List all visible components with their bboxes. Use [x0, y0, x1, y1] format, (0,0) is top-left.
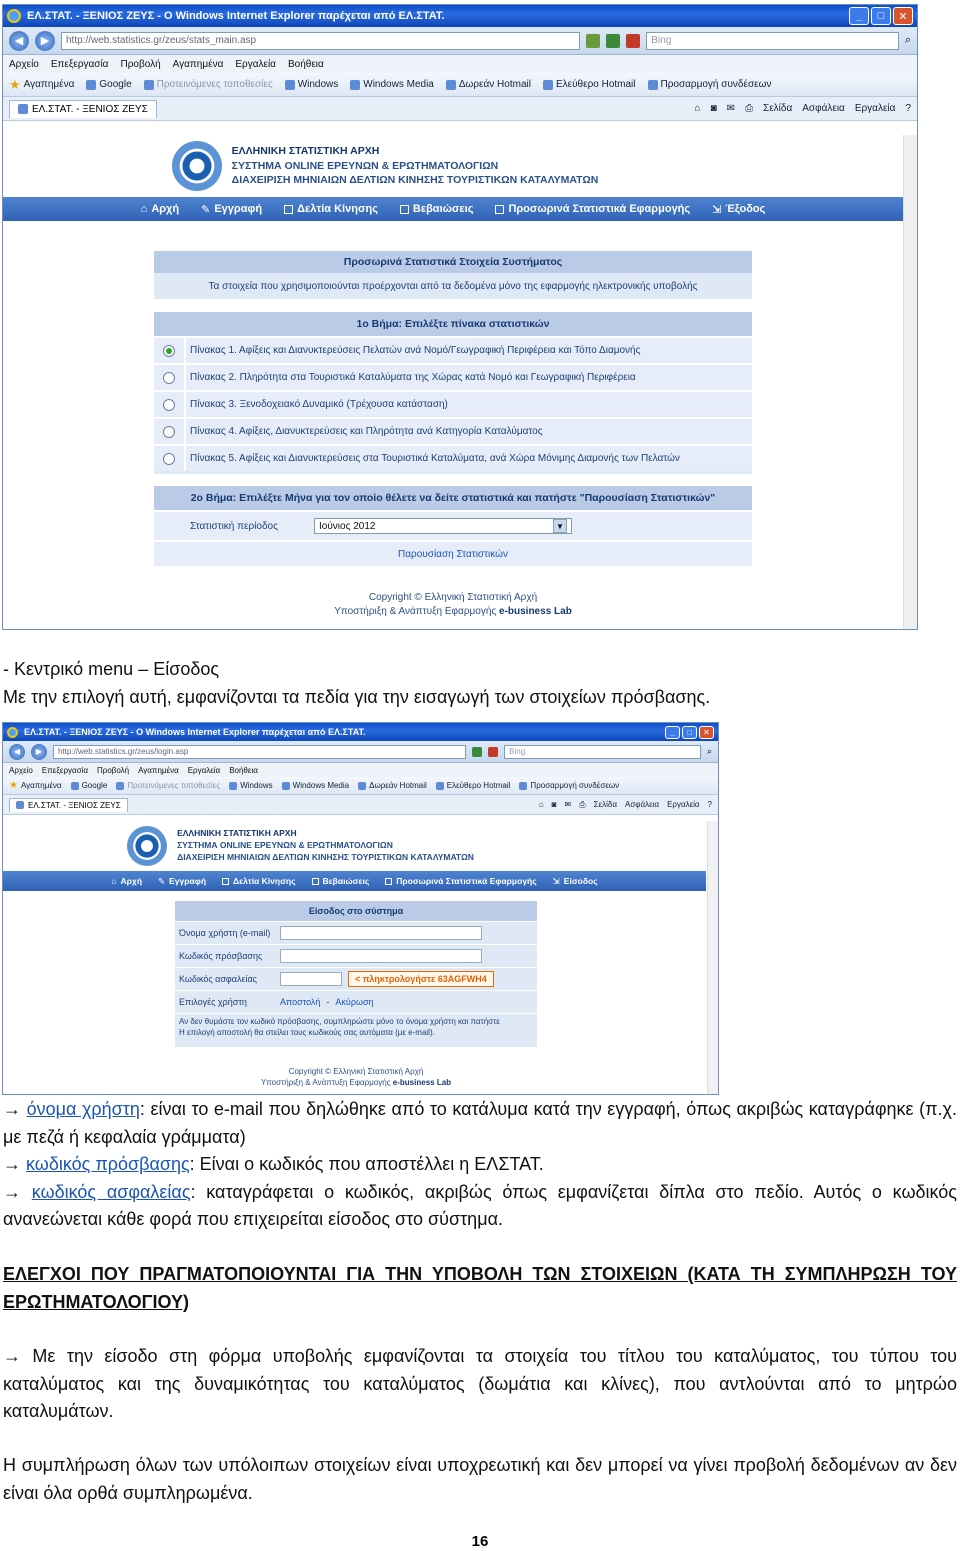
- period-select[interactable]: Ιούνιος 2012 ▼: [314, 518, 572, 534]
- hotmail-icon: [543, 80, 553, 90]
- elstat-logo-icon: [172, 141, 222, 191]
- menu-view[interactable]: Προβολή: [120, 58, 161, 70]
- caption-description: Με την επιλογή αυτή, εμφανίζονται τα πεδία για την εισαγωγή των στοιχείων πρόσβασης.: [3, 686, 711, 707]
- radio-table-5[interactable]: [163, 453, 175, 465]
- nav-certificates[interactable]: Βεβαιώσεις: [400, 203, 474, 215]
- step1-title: 1ο Βήμα: Επιλέξτε πίνακα στατιστικών: [154, 312, 752, 336]
- page-content: [3, 135, 917, 629]
- nav-login[interactable]: ⇲ Είσοδος: [552, 875, 598, 886]
- menu-bar: [3, 55, 917, 73]
- site-header: [3, 821, 718, 871]
- favorites-bar: [3, 777, 718, 795]
- stats-description: Τα στοιχεία που χρησιμοποιούνται προέρχονται από τα δεδομένα μόνο της εφαρμογής ηλεκτρονικής υποβολής: [208, 280, 698, 292]
- feeds-icon[interactable]: ◙: [710, 103, 717, 114]
- maximize-button[interactable]: □: [682, 726, 697, 739]
- table-option-1[interactable]: Πίνακας 1. Αφίξεις και Διανυκτερεύσεις Πελατών ανά Νομό/Γεωγραφική Περιφέρεια και Τόπο Διαμονής: [154, 336, 752, 363]
- arrow-icon: →: [3, 1181, 21, 1202]
- send-link[interactable]: Αποστολή: [280, 997, 321, 1007]
- table-option-4[interactable]: Πίνακας 4. Αφίξεις, Διανυκτερεύσεις και Πληρότητα ανά Κατηγορία Καταλύματος: [154, 417, 752, 444]
- favorites-button[interactable]: ★ Αγαπημένα: [9, 76, 75, 92]
- fav-windows-media[interactable]: Windows Media: [282, 781, 349, 790]
- menu-help[interactable]: Βοήθεια: [287, 58, 324, 70]
- username-label: Όνομα χρήστη (e-mail): [179, 928, 271, 938]
- caption-menu-entry: - Κεντρικό menu – Είσοδος: [3, 659, 220, 679]
- login-icon: ⇲: [552, 875, 560, 886]
- header-line2: ΣΥΣΤΗΜΑ ONLINE ΕΡΕΥΝΩΝ & ΕΡΩΤΗΜΑΤΟΛΟΓΙΩΝ: [231, 159, 499, 172]
- period-row: [154, 510, 752, 540]
- present-row: [154, 540, 752, 566]
- radio-table-1[interactable]: [163, 345, 175, 357]
- login-form: [175, 901, 537, 1047]
- fav-free-hotmail[interactable]: Δωρεάν Hotmail: [446, 79, 531, 90]
- menu-page[interactable]: Σελίδα: [593, 800, 617, 809]
- actions-row: Επιλογές χρήστη Αποστολή - Ακύρωση: [175, 990, 537, 1013]
- tab-bar: [3, 97, 917, 121]
- window-titlebar: [3, 5, 917, 27]
- security-code-label: Κωδικός ασφαλείας: [179, 974, 258, 984]
- forward-button[interactable]: ▶: [35, 31, 55, 51]
- access-code-explanation: → κωδικός πρόσβασης: Είναι ο κωδικός που αποστέλλει η ΕΛΣΤΑΤ.: [3, 1154, 544, 1174]
- stop-icon[interactable]: [488, 747, 498, 757]
- fav-suggested[interactable]: Προτεινόμενες τοποθεσίες: [144, 79, 273, 90]
- menu-favorites[interactable]: Αγαπημένα: [172, 58, 224, 70]
- nav-home[interactable]: ⌂ Αρχή: [111, 876, 143, 886]
- table-option-5[interactable]: Πίνακας 5. Αφίξεις και Διανυκτερεύσεις στα Τουριστικά Καταλύματα, ανά Χώρα Μόνιμης Διαμονής των Πελατών: [154, 444, 752, 471]
- menu-help[interactable]: Βοήθεια: [229, 765, 258, 775]
- fav-customize-links[interactable]: Προσαρμογή συνδέσεων: [519, 781, 619, 790]
- actions-label: Επιλογές χρήστη: [179, 997, 247, 1007]
- hotmail-icon: [446, 80, 456, 90]
- google-icon: [71, 782, 79, 790]
- fav-windows[interactable]: Windows: [229, 781, 272, 790]
- nav-certificates[interactable]: Βεβαιώσεις: [312, 876, 370, 886]
- username-row: [175, 921, 537, 944]
- document-icon: [284, 205, 293, 214]
- exit-icon: ⇲: [712, 203, 722, 216]
- site-nav: [3, 871, 706, 891]
- fav-customize-links[interactable]: Προσαρμογή συνδέσεων: [648, 79, 772, 90]
- fav-google[interactable]: Google: [86, 79, 131, 90]
- menu-tools[interactable]: Εργαλεία: [187, 765, 221, 775]
- security-code-term: κωδικός ασφαλείας: [31, 1181, 191, 1202]
- star-icon: ★: [9, 780, 18, 791]
- help-icon[interactable]: ?: [905, 103, 911, 114]
- document-icon: [400, 205, 409, 214]
- print-icon[interactable]: ⎙: [579, 799, 586, 809]
- menu-file[interactable]: Αρχείο: [9, 58, 39, 70]
- step2-title: 2ο Βήμα: Επιλέξτε Μήνα για τον οποίο θέλετε να δείτε στατιστικά και πατήστε "Παρουσίαση Στατιστικών": [154, 486, 752, 510]
- search-icon[interactable]: ⌕: [706, 746, 712, 756]
- address-bar: [3, 741, 718, 763]
- step1-panel: [154, 312, 752, 474]
- arrow-icon: →: [3, 1346, 21, 1366]
- window-titlebar: [3, 723, 718, 741]
- fav-hotmail[interactable]: Ελεύθερο Hotmail: [436, 781, 511, 790]
- security-code-explanation: → κωδικός ασφαλείας: καταγράφεται ο κωδικός, ακριβώς όπως εμφανίζεται δίπλα στο πεδίο. Αυτός ο κωδικός ανανεώνεται κάθε φορά που επιχειρείται είσοδος στο σύστημα.: [3, 1181, 957, 1229]
- search-input[interactable]: Bing: [646, 32, 899, 50]
- header-line3: ΔΙΑΧΕΙΡΙΣΗ ΜΗΝΙΑΙΩΝ ΔΕΛΤΙΩΝ ΚΙΝΗΣΗΣ ΤΟΥΡΙΣΤΙΚΩΝ ΚΑΤΑΛΥΜΑΤΩΝ: [231, 174, 599, 187]
- minimize-button[interactable]: _: [665, 726, 680, 739]
- page-number: 16: [471, 1533, 489, 1550]
- tab-bar: [3, 795, 718, 815]
- menu-tools[interactable]: Εργαλεία: [235, 58, 276, 70]
- access-code-input[interactable]: [280, 949, 482, 963]
- nav-movement-forms[interactable]: Δελτία Κίνησης: [222, 876, 295, 886]
- menu-tools-tab[interactable]: Εργαλεία: [854, 103, 896, 114]
- cancel-link[interactable]: Ακύρωση: [335, 997, 374, 1007]
- hotmail-icon: [436, 782, 444, 790]
- copyright-line: Copyright © Ελληνική Στατιστική Αρχή: [368, 592, 538, 603]
- support-line: Υποστήριξη & Ανάπτυξη Εφαρμογής e-business Lab: [334, 605, 572, 617]
- access-code-row: [175, 944, 537, 967]
- nav-exit[interactable]: ⇲ Έξοδος: [712, 203, 766, 216]
- username-term: όνομα χρήστη: [26, 1099, 140, 1119]
- access-code-label: Κωδικός πρόσβασης: [179, 951, 263, 961]
- site-header: [3, 135, 917, 197]
- fav-free-hotmail[interactable]: Δωρεάν Hotmail: [358, 781, 427, 790]
- favorites-bar: [3, 73, 917, 97]
- period-label: Στατιστική περίοδος: [190, 520, 278, 532]
- nav-temp-stats[interactable]: Προσωρινά Στατιστικά Εφαρμογής: [385, 876, 536, 886]
- step2-panel: [154, 486, 752, 566]
- header-line3: ΔΙΑΧΕΙΡΙΣΗ ΜΗΝΙΑΙΩΝ ΔΕΛΤΙΩΝ ΚΙΝΗΣΗΣ ΤΟΥΡΙΣΤΙΚΩΝ ΚΑΤΑΛΥΜΑΤΩΝ: [177, 851, 474, 862]
- radio-table-2[interactable]: [163, 372, 175, 384]
- security-code-row: [175, 967, 537, 990]
- table-option-3[interactable]: Πίνακας 3. Ξενοδοχειακό Δυναμικό (Τρέχουσα κατάσταση): [154, 390, 752, 417]
- menu-favorites[interactable]: Αγαπημένα: [138, 765, 179, 775]
- pencil-icon: ✎: [201, 203, 211, 216]
- browser-window-login: [2, 722, 719, 1095]
- captcha-code: < πληκτρολογήστε 63AGFWH4: [348, 971, 494, 987]
- window-title: ΕΛ.ΣΤΑΤ. - ΞΕΝΙΟΣ ΖΕΥΣ - Ο Windows Internet Explorer παρέχεται από ΕΛ.ΣΤΑΤ.: [27, 10, 445, 22]
- windows-media-icon: [282, 782, 290, 790]
- windows-icon: [229, 782, 237, 790]
- home-icon: ⌂: [111, 876, 117, 886]
- menu-safety[interactable]: Ασφάλεια: [802, 103, 845, 114]
- mail-icon[interactable]: ✉: [564, 800, 572, 809]
- fav-suggested[interactable]: Προτεινόμενες τοποθεσίες: [116, 781, 220, 790]
- present-stats-link[interactable]: Παρουσίαση Στατιστικών: [398, 548, 508, 560]
- stats-info-panel: [154, 251, 752, 299]
- search-input[interactable]: Bing: [504, 745, 701, 759]
- windows-icon: [285, 80, 295, 90]
- pencil-icon: ✎: [158, 875, 166, 886]
- document-icon: [312, 878, 319, 885]
- chart-icon: [385, 878, 392, 885]
- vertical-scrollbar[interactable]: [903, 135, 917, 629]
- maximize-button[interactable]: □: [871, 7, 891, 25]
- close-button[interactable]: ✕: [893, 7, 913, 25]
- copyright-block: [154, 591, 752, 618]
- help-icon[interactable]: ?: [707, 800, 712, 809]
- section-heading: ΕΛΕΓΧΟΙ ΠΟΥ ΠΡΑΓΜΑΤΟΠΟΙΟΥΝΤΑΙ ΓΙΑ ΤΗΝ ΥΠΟΒΟΛΗ ΤΩΝ ΣΤΟΙΧΕΙΩΝ (ΚΑΤΑ ΤΗ ΣΥΜΠΛΗΡΩΣΗ ΤΟΥ ΕΡΩΤΗΜΑΤΟΛΟΓΙΟΥ): [3, 1264, 957, 1312]
- home-icon[interactable]: ⌂: [538, 800, 544, 809]
- refresh-icon[interactable]: [606, 34, 620, 48]
- security-code-input[interactable]: [280, 972, 342, 986]
- minimize-button[interactable]: _: [849, 7, 869, 25]
- radio-table-3[interactable]: [163, 399, 175, 411]
- link-icon: [519, 782, 527, 790]
- copyright-block: [175, 1067, 537, 1089]
- support-line: Υποστήριξη & Ανάπτυξη Εφαρμογής e-business Lab: [260, 1077, 452, 1087]
- menu-safety[interactable]: Ασφάλεια: [625, 800, 660, 809]
- suggested-sites-icon: [116, 782, 124, 790]
- radio-table-4[interactable]: [163, 426, 175, 438]
- document-icon: [222, 878, 229, 885]
- nav-movement-forms[interactable]: Δελτία Κίνησης: [284, 203, 378, 215]
- windows-media-icon: [350, 80, 360, 90]
- menu-edit[interactable]: Επεξεργασία: [50, 58, 109, 70]
- header-line1: ΕΛΛΗΝΙΚΗ ΣΤΑΤΙΣΤΙΚΗ ΑΡΧΗ: [177, 828, 297, 839]
- address-input[interactable]: http://web.statistics.gr/zeus/login.asp: [53, 745, 466, 759]
- forward-button[interactable]: ▶: [31, 744, 47, 760]
- arrow-icon: →: [3, 1099, 21, 1119]
- home-icon: ⌂: [140, 203, 148, 215]
- back-button[interactable]: ◀: [9, 744, 25, 760]
- menu-page[interactable]: Σελίδα: [763, 103, 793, 114]
- feeds-icon[interactable]: ◙: [551, 800, 557, 809]
- caption-block: [3, 656, 957, 711]
- fav-google[interactable]: Google: [71, 781, 108, 790]
- access-code-term: κωδικός πρόσβασης: [26, 1154, 190, 1174]
- fav-windows-media[interactable]: Windows Media: [350, 79, 434, 90]
- nav-temp-stats[interactable]: Προσωρινά Στατιστικά Εφαρμογής: [495, 203, 690, 215]
- stop-icon[interactable]: [626, 34, 640, 48]
- field-explanations: [3, 1096, 957, 1234]
- site-nav: [3, 197, 903, 221]
- menu-tools-tab[interactable]: Εργαλεία: [667, 800, 700, 809]
- vertical-scrollbar[interactable]: [707, 821, 718, 1094]
- star-icon: ★: [9, 76, 21, 92]
- hotmail-icon: [358, 782, 366, 790]
- compat-icon[interactable]: [586, 34, 600, 48]
- close-button[interactable]: ✕: [699, 726, 714, 739]
- stats-title: Προσωρινά Στατιστικά Στοιχεία Συστήματος: [154, 251, 752, 273]
- page-icon: [16, 801, 24, 809]
- fav-windows[interactable]: Windows: [285, 79, 339, 90]
- nav-register[interactable]: ✎ Εγγραφή: [201, 203, 263, 216]
- nav-home[interactable]: ⌂ Αρχή: [140, 203, 180, 215]
- menu-bar: [3, 763, 718, 777]
- fav-hotmail[interactable]: Ελεύθερο Hotmail: [543, 79, 636, 90]
- login-title: Είσοδος στο σύστημα: [175, 901, 537, 921]
- ie-logo-icon: [7, 727, 18, 738]
- page-content: [3, 821, 718, 1094]
- menu-file[interactable]: Αρχείο: [9, 765, 33, 775]
- login-note: Αν δεν θυμάστε τον κωδικό πρόσβασης, συμπληρώστε μόνο το όνομα χρήστη και πατήστε Η επιλογή αποστολή θα στείλει τους κωδικούς σας αυτόματα (με e-mail).: [175, 1013, 537, 1042]
- chart-icon: [495, 205, 504, 214]
- print-icon[interactable]: ⎙: [745, 103, 754, 114]
- browser-window-stats: [2, 4, 918, 630]
- username-input[interactable]: [280, 926, 482, 940]
- home-icon[interactable]: ⌂: [694, 103, 701, 114]
- favorites-button[interactable]: ★ Αγαπημένα: [9, 780, 62, 791]
- tab-zeus[interactable]: ΕΛ.ΣΤΑΤ. - ΞΕΝΙΟΣ ΖΕΥΣ: [9, 100, 157, 118]
- tab-zeus[interactable]: ΕΛ.ΣΤΑΤ. - ΞΕΝΙΟΣ ΖΕΥΣ: [9, 798, 128, 812]
- paragraph-2: Η συμπλήρωση όλων των υπόλοιπων στοιχείων είναι υποχρεωτική και δεν μπορεί να γίνει προβολή δεδομένων αν δεν είναι όλα ορθά συμπληρωμένα.: [3, 1455, 957, 1503]
- window-title: ΕΛ.ΣΤΑΤ. - ΞΕΝΙΟΣ ΖΕΥΣ - Ο Windows Internet Explorer παρέχεται από ΕΛ.ΣΤΑΤ.: [24, 727, 366, 737]
- copyright-line: Copyright © Ελληνική Στατιστική Αρχή: [288, 1067, 424, 1076]
- link-icon: [648, 80, 658, 90]
- username-explanation: → όνομα χρήστη: είναι το e-mail που δηλώθηκε από το κατάλυμα κατά την εγγραφή, όπως ακριβώς καταγράφηκε (π.χ. με πεζά ή κεφαλαία γράμματα): [3, 1099, 957, 1147]
- menu-view[interactable]: Προβολή: [96, 765, 130, 775]
- chevron-down-icon: ▼: [553, 519, 567, 533]
- table-option-2[interactable]: Πίνακας 2. Πληρότητα στα Τουριστικά Καταλύματα της Χώρας κατά Νομό και Γεωγραφική Περιφέρεια: [154, 363, 752, 390]
- header-line1: ΕΛΛΗΝΙΚΗ ΣΤΑΤΙΣΤΙΚΗ ΑΡΧΗ: [231, 144, 380, 157]
- address-input[interactable]: http://web.statistics.gr/zeus/stats_main.asp: [61, 32, 580, 50]
- refresh-icon[interactable]: [472, 747, 482, 757]
- search-icon[interactable]: ⌕: [904, 34, 911, 46]
- address-bar: [3, 27, 917, 55]
- mail-icon[interactable]: ✉: [726, 103, 736, 114]
- header-line2: ΣΥΣΤΗΜΑ ONLINE ΕΡΕΥΝΩΝ & ΕΡΩΤΗΜΑΤΟΛΟΓΙΩΝ: [177, 840, 393, 851]
- ie-logo-icon: [7, 9, 21, 23]
- google-icon: [86, 80, 96, 90]
- suggested-sites-icon: [144, 80, 154, 90]
- elstat-logo-icon: [127, 826, 167, 866]
- menu-edit[interactable]: Επεξεργασία: [41, 765, 88, 775]
- nav-register[interactable]: ✎ Εγγραφή: [158, 875, 207, 886]
- arrow-icon: →: [3, 1154, 21, 1174]
- paragraph-1: → Με την είσοδο στη φόρμα υποβολής εμφανίζονται τα στοιχεία του τίτλου του καταλύματος, του τύπου του καταλύματος και της δυναμικότητας του καταλύματος (δωμάτια και κλίνες), που αντλούνται από το μητρώο καταλυμάτων.: [3, 1346, 957, 1421]
- page-icon: [18, 104, 28, 114]
- back-button[interactable]: ◀: [9, 31, 29, 51]
